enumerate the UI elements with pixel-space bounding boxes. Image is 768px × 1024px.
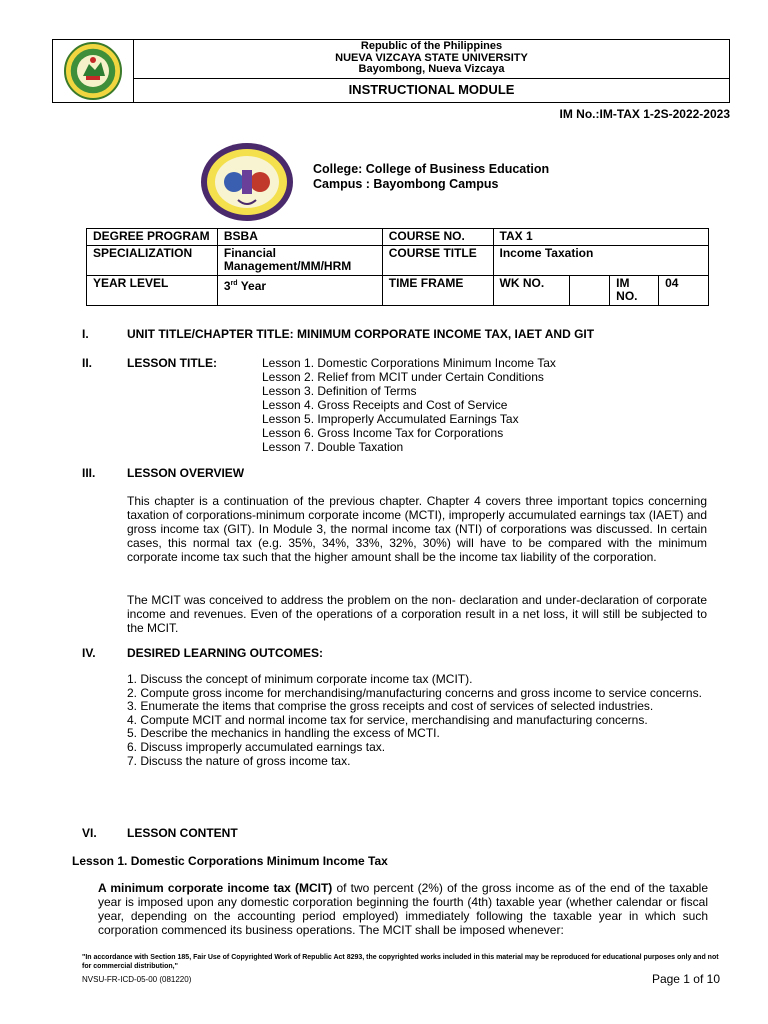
year-suffix: rd xyxy=(230,279,238,287)
list-item: 7. Discuss the nature of gross income tax. xyxy=(127,753,351,768)
table-row xyxy=(87,245,709,275)
degree-value: BSBA xyxy=(217,229,382,246)
lesson-content-heading: LESSON CONTENT xyxy=(127,826,238,840)
table-row xyxy=(87,229,709,246)
page-number: Page 1 of 10 xyxy=(651,972,720,986)
document-header xyxy=(52,39,730,103)
list-item: Lesson 4. Gross Receipts and Cost of Service xyxy=(262,398,508,412)
university-seal-cell xyxy=(53,40,134,102)
college-line: College: College of Business Education xyxy=(313,162,550,176)
section-number: I. xyxy=(82,327,89,341)
list-item: 4. Compute MCIT and normal income tax for service, merchandising and manufacturing concerns. xyxy=(127,712,648,727)
year-level-value xyxy=(217,275,382,305)
section-number: VI. xyxy=(82,826,97,840)
republic-line: Republic of the Philippines xyxy=(360,40,503,52)
im-number: IM No.:IM-TAX 1-2S-2022-2023 xyxy=(559,107,730,121)
list-item: 2. Compute gross income for merchandising/manufacturing concerns and gross income to service concerns. xyxy=(127,685,702,700)
university-name: NUEVA VIZCAYA STATE UNIVERSITY xyxy=(335,51,528,64)
lesson-list xyxy=(262,356,556,454)
time-frame-label: TIME FRAME xyxy=(382,275,493,305)
section-number: II. xyxy=(82,356,93,370)
list-item: Lesson 1. Domestic Corporations Minimum Income Tax xyxy=(262,356,556,370)
list-item: Lesson 5. Improperly Accumulated Earnings Tax xyxy=(262,412,519,426)
university-location: Bayombong, Nueva Vizcaya xyxy=(358,63,505,75)
college-seal-logo xyxy=(200,142,294,222)
im-no-label: IM NO. xyxy=(610,275,659,305)
learning-outcomes-list xyxy=(127,673,709,768)
course-no-label: COURSE NO. xyxy=(382,229,493,246)
list-item: Lesson 7. Double Taxation xyxy=(262,440,404,454)
course-title-value: Income Taxation xyxy=(493,245,708,275)
campus-line: Campus : Bayombong Campus xyxy=(313,177,499,191)
degree-label: DEGREE PROGRAM xyxy=(87,229,218,246)
form-code: NVSU-FR-ICD-05-00 (081220) xyxy=(82,975,192,984)
specialization-label: SPECIALIZATION xyxy=(87,245,218,275)
year-word: Year xyxy=(237,278,267,293)
college-info xyxy=(313,162,549,192)
specialization-value: Financial Management/MM/HRM xyxy=(217,245,382,275)
mcit-definition: of two percent (2%) of the gross income as of the end of the taxable year is imposed upon any domestic corporation beginning the fourth (4th) taxable year (whether calendar or fiscal year, depending on the accounting period employed) immediately following the taxable year in which such corporation commenced its business operations. The MCIT shall be imposed whenever: xyxy=(98,881,709,937)
wk-no-label: WK NO. xyxy=(493,275,570,305)
unit-title: UNIT TITLE/CHAPTER TITLE: MINIMUM CORPORATE INCOME TAX, IAET AND GIT xyxy=(127,327,595,341)
university-seal-logo xyxy=(53,40,133,102)
learning-outcomes-heading: DESIRED LEARNING OUTCOMES: xyxy=(127,646,324,660)
section-number: IV. xyxy=(82,646,96,660)
course-no-value: TAX 1 xyxy=(493,229,708,246)
mcit-term: A minimum corporate income tax (MCIT) xyxy=(98,881,333,895)
university-name-block xyxy=(134,40,729,79)
list-item: Lesson 2. Relief from MCIT under Certain Conditions xyxy=(262,370,544,384)
mcit-paragraph xyxy=(98,881,708,937)
lesson-1-heading: Lesson 1. Domestic Corporations Minimum Income Tax xyxy=(72,854,388,868)
list-item: Lesson 3. Definition of Terms xyxy=(262,384,417,398)
course-info-table xyxy=(86,228,709,306)
table-row xyxy=(87,275,709,305)
list-item: Lesson 6. Gross Income Tax for Corporations xyxy=(262,426,504,440)
section-number: III. xyxy=(82,466,96,480)
overview-paragraph-2: The MCIT was conceived to address the problem on the non- declaration and under-declaration of corporate income and revenues. Even of the operations of a corporation result in a net loss, it will still be subjected to the MCIT. xyxy=(127,593,707,635)
module-title: INSTRUCTIONAL MODULE xyxy=(348,82,515,97)
year-number: 3 xyxy=(223,278,231,293)
list-item: 3. Enumerate the items that comprise the gross receipts and cost of services of selected industries. xyxy=(127,699,654,714)
list-item: 6. Discuss improperly accumulated earnings tax. xyxy=(127,739,386,754)
lesson-overview-heading: LESSON OVERVIEW xyxy=(127,466,245,480)
copyright-note: "In accordance with Section 185, Fair Use of Copyrighted Work of Republic Act 8293, the copyrighted works included in this material may be reproduced for educational purposes only and not for commercial distribution," xyxy=(82,954,719,970)
list-item: 1. Discuss the concept of minimum corporate income tax (MCIT). xyxy=(127,672,473,686)
list-item: 5. Describe the mechanics in handling the excess of MCTI. xyxy=(127,726,440,741)
year-level-label: YEAR LEVEL xyxy=(87,275,218,305)
lesson-title-label: LESSON TITLE: xyxy=(127,356,217,370)
wk-no-value xyxy=(570,275,610,305)
im-no-value: 04 xyxy=(659,275,709,305)
course-title-label: COURSE TITLE xyxy=(382,245,493,275)
overview-paragraph-1: This chapter is a continuation of the previous chapter. Chapter 4 covers three important topics concerning taxation of corporations-minimum corporate income (MCTI), improperly accumulated earnings tax (IAET) and gross income tax (GIT). In Module 3, the normal income tax (NTI) of corporations was discussed. In certain cases, this normal tax (e.g. 35%, 34%, 33%, 32%, 30%) will have to be compared with the minimum corporate income tax such that the higher amount shall be the income tax liability of the corporation. xyxy=(127,494,707,564)
